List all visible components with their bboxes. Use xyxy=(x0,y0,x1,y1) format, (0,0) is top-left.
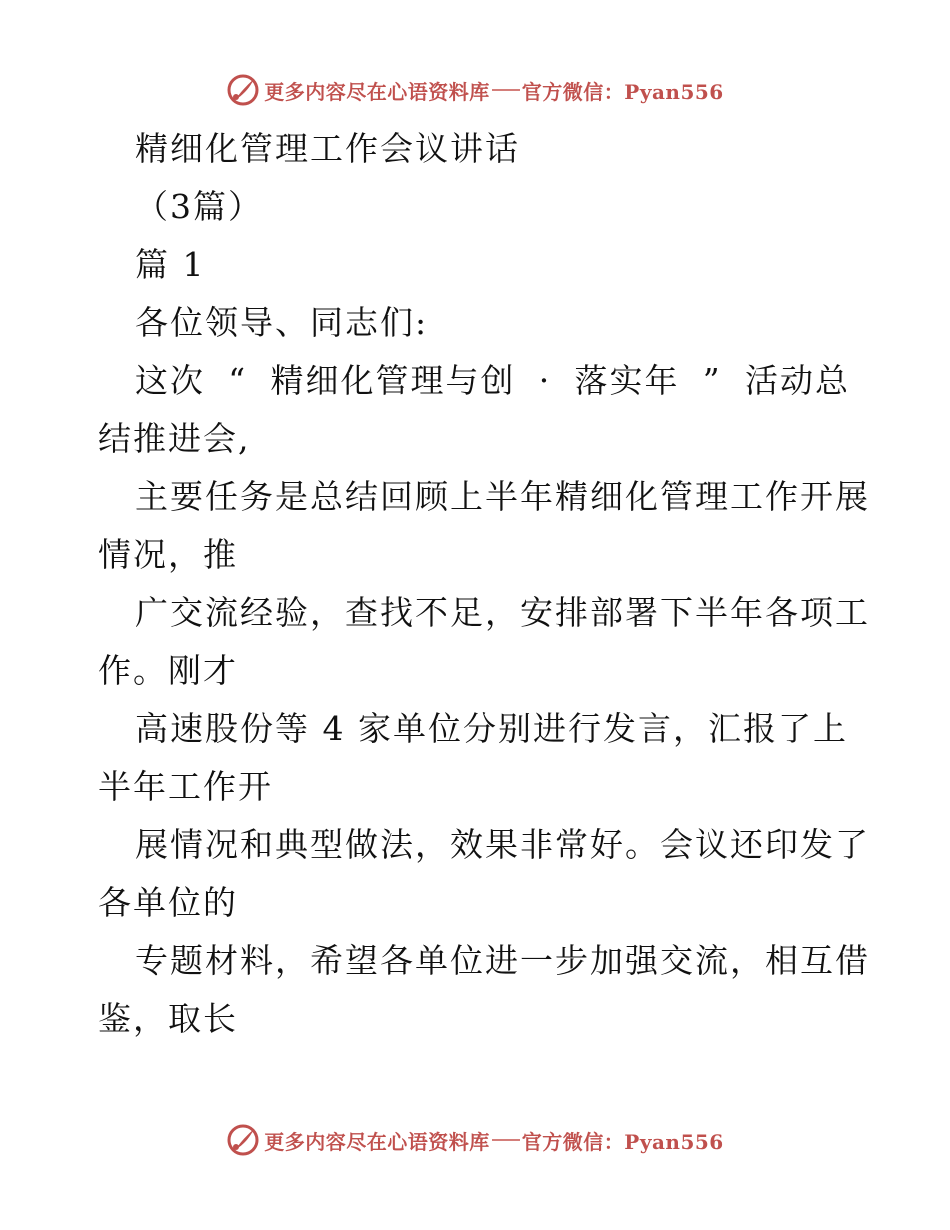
paragraph-line-cont: 结推进会, xyxy=(98,419,251,458)
text-fragment: · xyxy=(538,361,552,400)
watermark-header xyxy=(0,70,950,110)
quill-logo-icon xyxy=(226,1123,260,1157)
paragraph-line: 专题材料，希望各单位进一步加强交流，相互借 xyxy=(135,941,870,980)
section-heading: 篇 1 xyxy=(135,245,206,284)
document-title: 精细化管理工作会议讲话 xyxy=(135,129,520,168)
watermark-separator xyxy=(492,1139,520,1141)
paragraph-line-cont: 各单位的 xyxy=(98,883,238,922)
text-fragment: “ xyxy=(228,361,248,400)
paragraph-line: 展情况和典型做法，效果非常好。会议还印发了 xyxy=(135,825,870,864)
watermark-contact: 官方微信：Pyan556 xyxy=(521,79,724,104)
paragraph-line-cont: 鉴，取长 xyxy=(98,999,238,1038)
document-body xyxy=(98,120,870,1048)
watermark-separator xyxy=(492,89,520,91)
watermark-text: 更多内容尽在心语资料库 xyxy=(264,79,490,104)
text-fragment: ” xyxy=(702,361,722,400)
quill-logo-icon xyxy=(226,73,260,107)
paragraph-line-cont: 情况，推 xyxy=(98,535,238,574)
text-fragment: 活动总 xyxy=(744,361,850,400)
paragraph-line xyxy=(98,352,850,410)
text-fragment: 落实年 xyxy=(574,361,680,400)
salutation: 各位领导、同志们: xyxy=(135,303,429,342)
paragraph-line: 高速股份等 4 家单位分别进行发言，汇报了上 xyxy=(135,709,848,748)
paragraph-line: 广交流经验，查找不足，安排部署下半年各项工 xyxy=(135,593,870,632)
paragraph-line-cont: 作。刚才 xyxy=(98,651,238,690)
text-fragment: 这次 xyxy=(135,361,205,400)
paragraph-line: 主要任务是总结回顾上半年精细化管理工作开展 xyxy=(135,477,870,516)
watermark-contact: 官方微信：Pyan556 xyxy=(521,1129,724,1154)
article-count: （3篇） xyxy=(135,187,263,226)
paragraph-line-cont: 半年工作开 xyxy=(98,767,273,806)
text-fragment: 精细化管理与创 xyxy=(270,361,516,400)
watermark-text: 更多内容尽在心语资料库 xyxy=(264,1129,490,1154)
watermark-footer xyxy=(0,1120,950,1160)
